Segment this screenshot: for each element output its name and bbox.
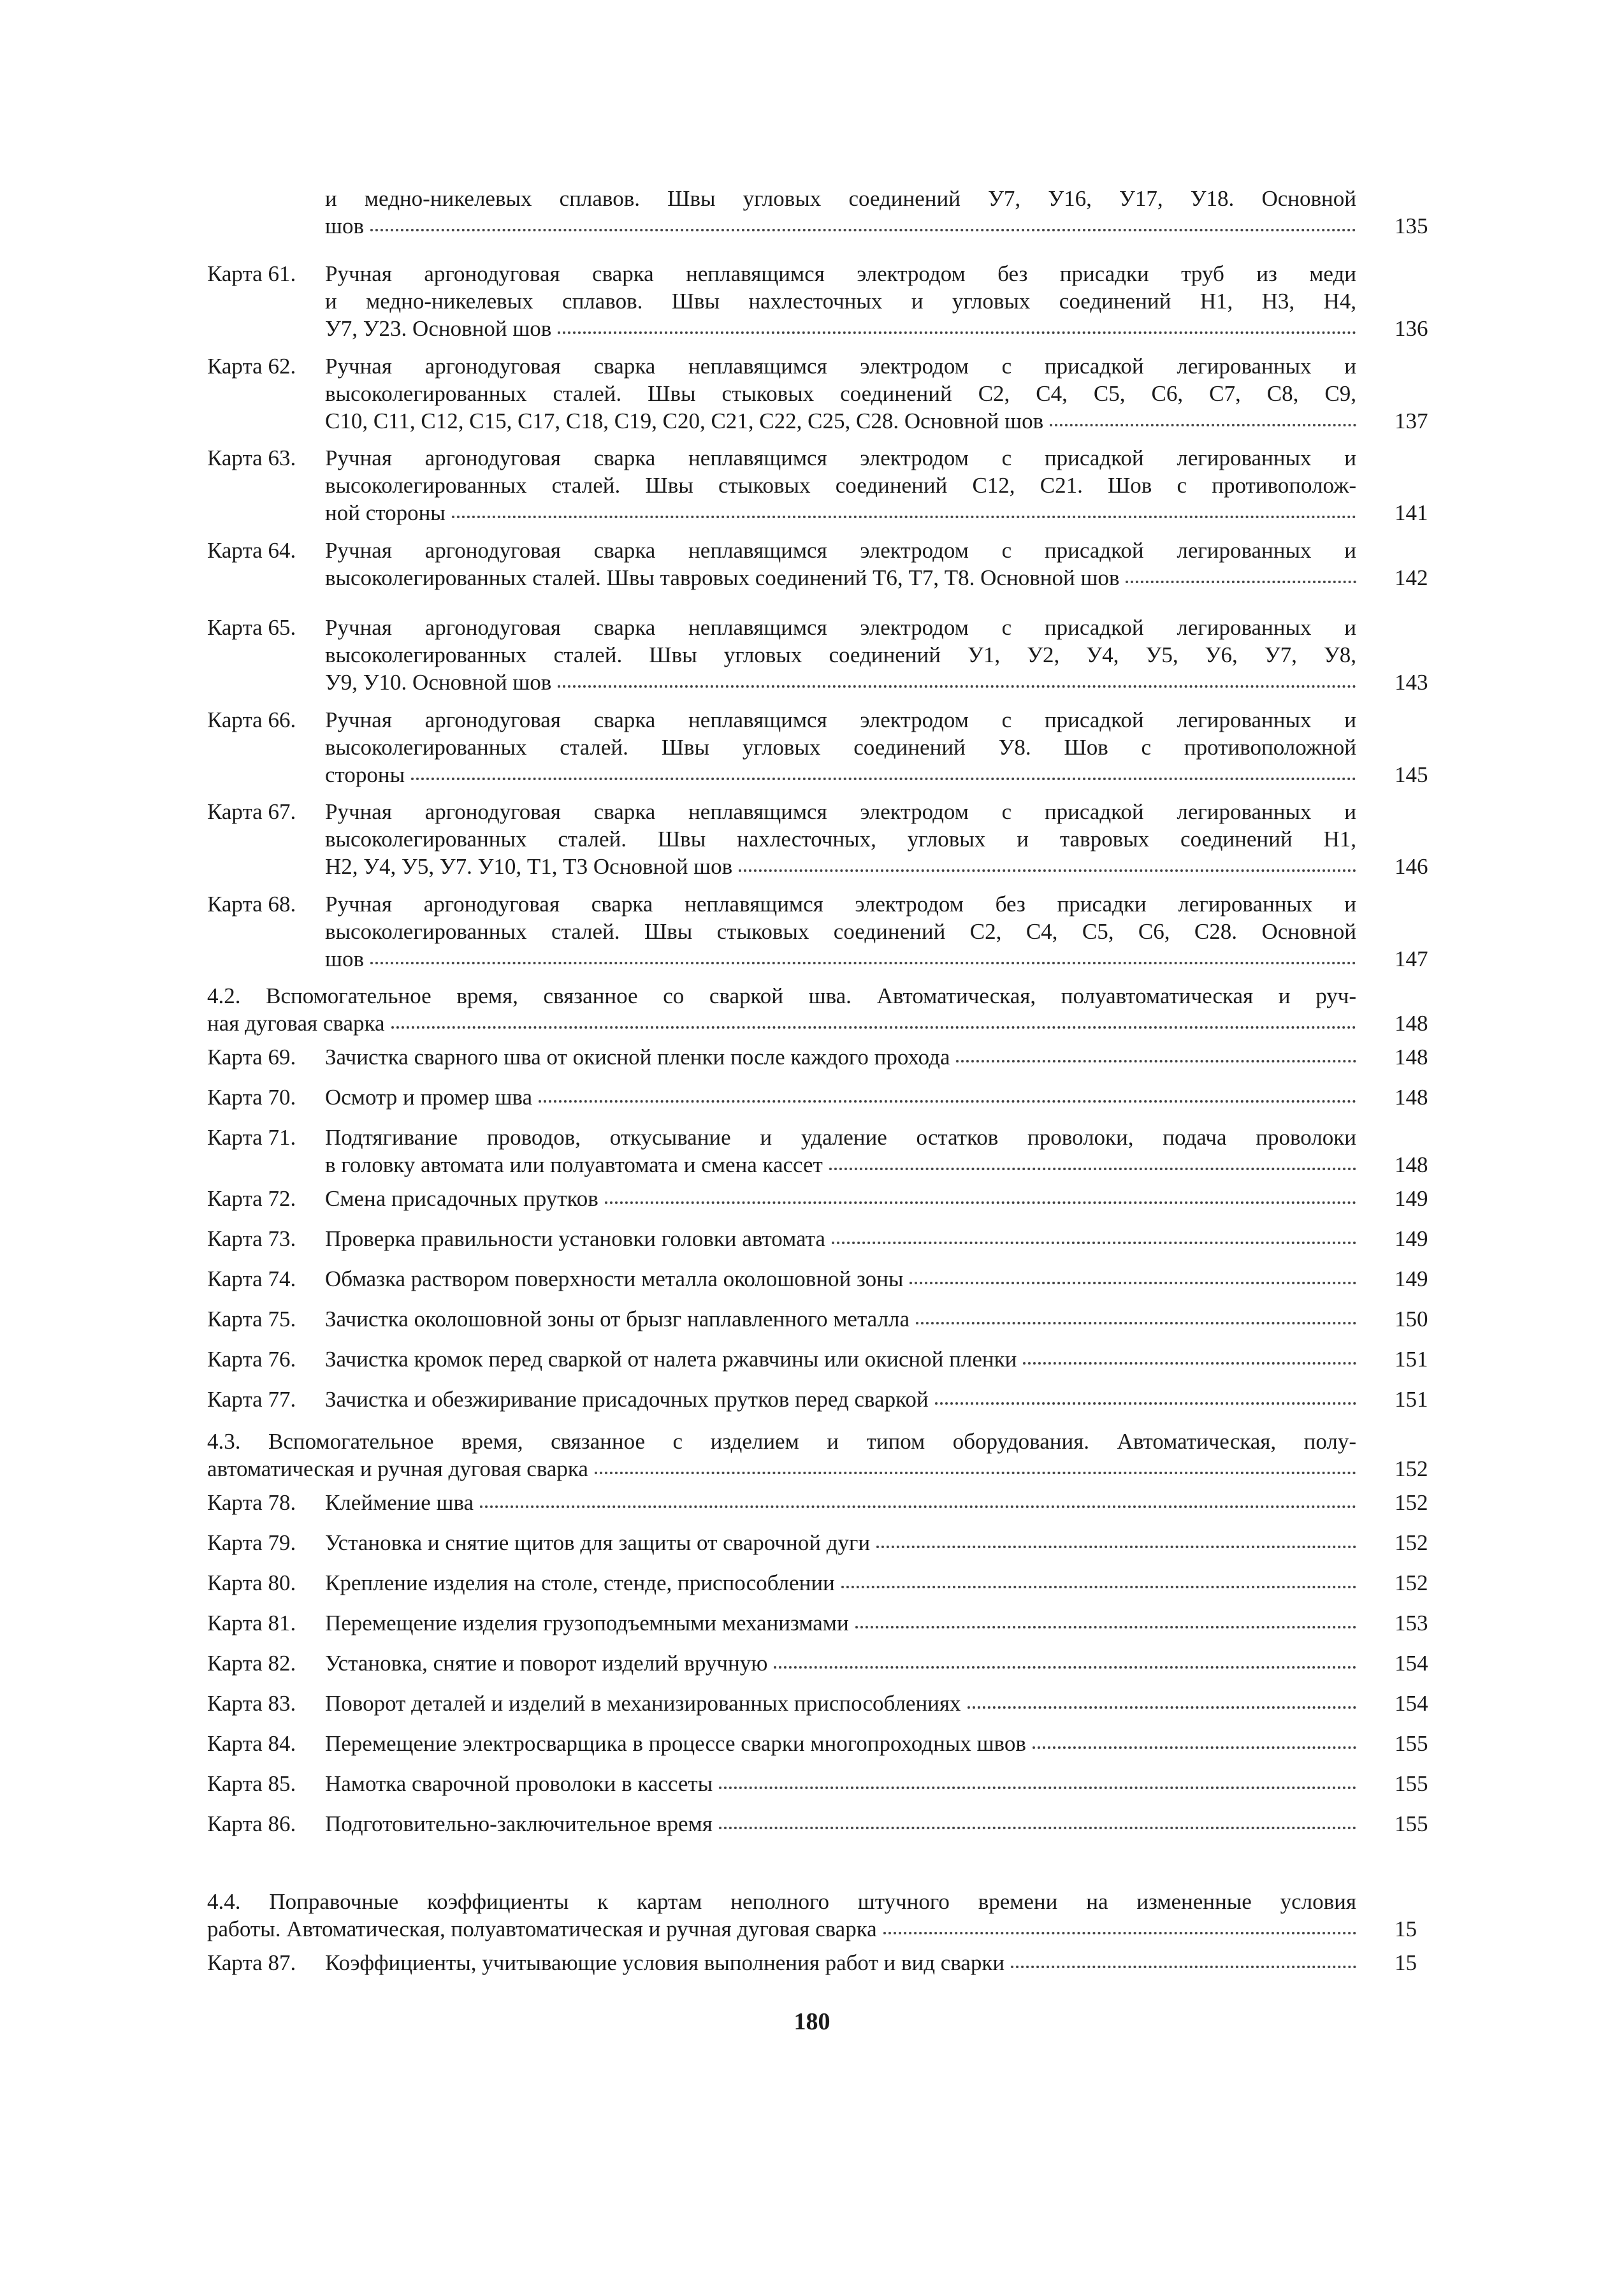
toc-entry-line — [325, 407, 1356, 435]
toc-entry-label: Карта 61. — [207, 261, 296, 286]
toc-entry-line — [325, 564, 1356, 591]
toc-entry[interactable] — [0, 706, 1624, 788]
dot-leader — [1023, 1345, 1356, 1365]
dot-leader — [968, 1690, 1357, 1709]
toc-entry[interactable] — [0, 1084, 1624, 1111]
toc-entry-line-text: Перемещение электросварщика в процессе сварки многопроходных швов — [325, 1731, 1026, 1756]
dot-leader — [1126, 564, 1356, 583]
toc-entry-line-text: Установка, снятие и поворот изделий вручную — [325, 1651, 768, 1676]
dot-leader — [558, 669, 1356, 688]
toc-entry-line — [325, 1084, 1356, 1111]
toc-entry-line-text: шов — [325, 214, 364, 238]
toc-entry-page: 141 — [1395, 500, 1428, 525]
toc-entry[interactable] — [0, 1124, 1624, 1178]
toc-entry-title — [325, 706, 1356, 788]
toc-entry-page: 154 — [1395, 1651, 1428, 1676]
toc-entry[interactable] — [0, 1810, 1624, 1838]
toc-entry-title — [325, 798, 1356, 880]
toc-entry[interactable] — [0, 1489, 1624, 1516]
toc-entry-title — [207, 982, 1356, 1037]
dot-leader — [829, 1151, 1356, 1170]
dot-leader — [935, 1386, 1356, 1405]
toc-entry-line-text: Клеймение шва — [325, 1490, 474, 1515]
toc-entry-line-text: У7, У23. Основной шов — [325, 316, 552, 341]
toc-entry-label: Карта 79. — [207, 1530, 296, 1555]
toc-entry-page: 143 — [1395, 670, 1428, 695]
toc-entry-page: 152 — [1395, 1530, 1428, 1555]
toc-entry-label: Карта 73. — [207, 1226, 296, 1251]
toc-entry-title — [325, 352, 1356, 435]
toc-entry-page: 148 — [1395, 1085, 1428, 1110]
toc-entry-page: 142 — [1395, 565, 1428, 590]
toc-entry-page: 135 — [1395, 214, 1428, 238]
toc-entry-page: 154 — [1395, 1691, 1428, 1716]
toc-entry-page: 148 — [1395, 1011, 1428, 1036]
toc-entry-label: Карта 67. — [207, 799, 296, 824]
toc-entry-title — [325, 537, 1356, 591]
toc-entry-page: 149 — [1395, 1226, 1428, 1251]
toc-entry-line — [325, 853, 1356, 880]
toc-entry[interactable] — [0, 1649, 1624, 1677]
toc-entry-page: 155 — [1395, 1731, 1428, 1756]
toc-entry-line — [325, 945, 1356, 973]
toc-entry-title — [325, 1649, 1356, 1677]
toc-entry-line-text: Перемещение изделия грузоподъемными механизмами — [325, 1611, 849, 1635]
toc-entry-title — [325, 1386, 1356, 1413]
toc-entry-page: 136 — [1395, 316, 1428, 341]
toc-entry-page: 153 — [1395, 1611, 1428, 1635]
toc-entry[interactable] — [0, 1428, 1624, 1482]
toc-entry-line — [325, 1609, 1356, 1637]
toc-entry-line-text: высоколегированных сталей. Швы тавровых соединений Т6, Т7, Т8. Основной шов — [325, 565, 1120, 590]
toc-entry-label: Карта 77. — [207, 1387, 296, 1412]
toc-entry-line — [325, 212, 1356, 240]
toc-entry-page: 148 — [1395, 1045, 1428, 1069]
toc-entry-line-text: Зачистка околошовной зоны от брызг наплавленного металла — [325, 1307, 910, 1331]
toc-entry-line: Ручная аргонодуговая сварка неплавящимся электродом с присадкой легированных и — [325, 615, 1356, 640]
toc-entry[interactable] — [0, 1185, 1624, 1212]
toc-entry-title — [325, 1305, 1356, 1333]
toc-entry-label: Карта 69. — [207, 1045, 296, 1069]
toc-entry[interactable] — [0, 1529, 1624, 1556]
toc-entry-title — [325, 1043, 1356, 1071]
toc-entry-line-text: Смена присадочных прутков — [325, 1186, 598, 1211]
toc-entry-label: Карта 76. — [207, 1347, 296, 1372]
dot-leader — [883, 1915, 1356, 1934]
toc-entry-title — [325, 890, 1356, 973]
toc-entry[interactable] — [0, 260, 1624, 342]
toc-entry-label: Карта 83. — [207, 1691, 296, 1716]
toc-entry-title — [325, 1084, 1356, 1111]
toc-entry-page: 152 — [1395, 1570, 1428, 1595]
toc-entry[interactable] — [0, 614, 1624, 696]
toc-entry-label: Карта 87. — [207, 1950, 296, 1975]
toc-entry-line: 4.3. Вспомогательное время, связанное с изделием и типом оборудования. Автоматическая, полу- — [207, 1429, 1356, 1454]
toc-entry-page: 155 — [1395, 1811, 1428, 1836]
toc-entry-line: высоколегированных сталей. Швы угловых соединений У8. Шов с противоположной — [325, 735, 1356, 760]
toc-entry-label: Карта 78. — [207, 1490, 296, 1515]
toc-entry[interactable] — [0, 444, 1624, 526]
toc-entry[interactable] — [0, 1386, 1624, 1413]
dot-leader — [605, 1185, 1356, 1204]
toc-entry[interactable] — [0, 1609, 1624, 1637]
toc-entry-line-text: Зачистка и обезжиривание присадочных прутков перед сваркой — [325, 1387, 929, 1412]
toc-entry-page: 155 — [1395, 1771, 1428, 1796]
dot-leader — [739, 853, 1356, 872]
toc-entry-title — [325, 1185, 1356, 1212]
toc-entry-line: Подтягивание проводов, откусывание и удаление остатков проволоки, подача проволоки — [325, 1125, 1356, 1150]
toc-entry-label: Карта 74. — [207, 1266, 296, 1291]
dot-leader — [411, 761, 1356, 780]
toc-entry-line — [325, 1690, 1356, 1717]
toc-entry[interactable] — [0, 982, 1624, 1037]
toc-entry-label: Карта 82. — [207, 1651, 296, 1676]
toc-entry-line: высоколегированных сталей. Швы стыковых соединений С2, С4, С5, С6, С28. Основной — [325, 919, 1356, 944]
toc-entry-line — [325, 1185, 1356, 1212]
toc-entry-line — [325, 1569, 1356, 1597]
page-number: 180 — [794, 2008, 830, 2035]
toc-entry-line: и медно-никелевых сплавов. Швы нахлесточных и угловых соединений Н1, Н3, Н4, — [325, 289, 1356, 314]
dot-leader — [595, 1455, 1356, 1474]
toc-entry-label: Карта 80. — [207, 1570, 296, 1595]
dot-leader — [1033, 1730, 1356, 1749]
dot-leader — [910, 1265, 1356, 1284]
toc-entry-title — [325, 1949, 1356, 1976]
dot-leader — [832, 1225, 1356, 1244]
toc-entry-line: высоколегированных сталей. Швы стыковых соединений С2, С4, С5, С6, С7, С8, С9, — [325, 381, 1356, 406]
dot-leader — [539, 1084, 1356, 1103]
toc-entry-line-text: У9, У10. Основной шов — [325, 670, 552, 695]
toc-entry-line: высоколегированных сталей. Швы нахлесточных, угловых и тавровых соединений Н1, — [325, 827, 1356, 852]
toc-entry-title — [325, 1529, 1356, 1556]
toc-entry-line-text: автоматическая и ручная дуговая сварка — [207, 1456, 588, 1481]
dot-leader — [719, 1810, 1356, 1829]
toc-entry-label: Карта 72. — [207, 1186, 296, 1211]
toc-entry-label: Карта 75. — [207, 1307, 296, 1331]
toc-entry-line-text: Крепление изделия на столе, стенде, приспособлении — [325, 1570, 835, 1595]
toc-entry-title — [325, 260, 1356, 342]
dot-leader — [855, 1609, 1356, 1628]
toc-entry-line-text: работы. Автоматическая, полуавтоматическая и ручная дуговая сварка — [207, 1917, 877, 1941]
toc-entry-page: 15 — [1395, 1950, 1417, 1975]
toc-entry-line — [325, 499, 1356, 526]
toc-entry-line: Ручная аргонодуговая сварка неплавящимся электродом с присадкой легированных и — [325, 799, 1356, 824]
toc-entry-line — [325, 669, 1356, 696]
toc-entry-line-text: Зачистка кромок перед сваркой от налета ржавчины или окисной пленки — [325, 1347, 1017, 1372]
dot-leader — [452, 499, 1356, 518]
toc-entry-page: 137 — [1395, 409, 1428, 433]
toc-entry-page: 148 — [1395, 1152, 1428, 1177]
toc-entry-line: Ручная аргонодуговая сварка неплавящимся электродом без присадки труб из меди — [325, 261, 1356, 286]
toc-entry-line — [207, 1915, 1356, 1943]
toc-entry-page: 149 — [1395, 1266, 1428, 1291]
toc-entry-title — [325, 1124, 1356, 1178]
toc-entry-line — [325, 1345, 1356, 1373]
toc-entry-line-text: шов — [325, 946, 364, 971]
toc-entry-line-text: Намотка сварочной проволоки в кассеты — [325, 1771, 713, 1796]
toc-entry-page: 152 — [1395, 1456, 1428, 1481]
toc-entry-line-text: в головку автомата или полуавтомата и смена кассет — [325, 1152, 823, 1177]
toc-entry-line — [325, 1730, 1356, 1757]
toc-entry[interactable] — [0, 1730, 1624, 1757]
toc-entry-title — [325, 1730, 1356, 1757]
dot-leader — [1011, 1949, 1356, 1968]
toc-entry[interactable] — [0, 1225, 1624, 1252]
toc-entry-line: Ручная аргонодуговая сварка неплавящимся электродом с присадкой легированных и — [325, 538, 1356, 563]
toc-entry-line — [207, 1010, 1356, 1037]
toc-entry-line — [325, 1489, 1356, 1516]
toc-entry-line-text: Н2, У4, У5, У7. У10, Т1, Т3 Основной шов — [325, 854, 733, 879]
toc-entry-line — [325, 1810, 1356, 1838]
toc-entry-line — [325, 761, 1356, 788]
toc-entry-label: Карта 71. — [207, 1125, 296, 1150]
toc-entry-line: Ручная аргонодуговая сварка неплавящимся электродом с присадкой легированных и — [325, 354, 1356, 379]
toc-entry-page: 151 — [1395, 1387, 1428, 1412]
toc-entry[interactable] — [0, 1690, 1624, 1717]
toc-entry-line-text: С10, С11, С12, С15, С17, С18, С19, С20, С21, С22, С25, С28. Основной шов — [325, 409, 1044, 433]
toc-entry-line-text: Установка и снятие щитов для защиты от сварочной дуги — [325, 1530, 871, 1555]
toc-entry-title — [325, 1810, 1356, 1838]
toc-entry-line-text: Осмотр и промер шва — [325, 1085, 532, 1110]
toc-entry-line: высоколегированных сталей. Швы стыковых соединений С12, С21. Шов с противополож- — [325, 473, 1356, 498]
toc-entry-line — [325, 1770, 1356, 1797]
toc-entry[interactable] — [0, 1770, 1624, 1797]
toc-entry[interactable] — [0, 352, 1624, 435]
toc-entry-page: 147 — [1395, 946, 1428, 971]
toc-entry-line-text: ная дуговая сварка — [207, 1011, 385, 1036]
toc-entry-line-text: ной стороны — [325, 500, 446, 525]
dot-leader — [876, 1529, 1356, 1548]
toc-entry-title — [325, 1690, 1356, 1717]
toc-entry-title — [325, 1225, 1356, 1252]
toc-entry-label: Карта 70. — [207, 1085, 296, 1110]
dot-leader — [480, 1489, 1356, 1508]
toc-entry-title — [325, 1569, 1356, 1597]
dot-leader — [370, 212, 1356, 231]
toc-entry-line — [325, 1043, 1356, 1071]
toc-entry-title — [325, 1489, 1356, 1516]
toc-entry[interactable] — [0, 1949, 1624, 1976]
toc-entry-line — [325, 1649, 1356, 1677]
dot-leader — [391, 1010, 1357, 1029]
toc-entry-line — [325, 1265, 1356, 1293]
toc-entry-line: 4.4. Поправочные коэффициенты к картам неполного штучного времени на измененные условия — [207, 1889, 1356, 1914]
toc-entry-line-text: Поворот деталей и изделий в механизированных приспособлениях — [325, 1691, 961, 1716]
toc-entry-label: Карта 62. — [207, 354, 296, 379]
toc-entry-label: Карта 64. — [207, 538, 296, 563]
toc-entry[interactable] — [0, 1888, 1624, 1943]
toc-entry[interactable] — [0, 1569, 1624, 1597]
toc-entry-line-text: стороны — [325, 762, 405, 787]
toc-entry-line — [207, 1455, 1356, 1482]
dot-leader — [774, 1649, 1356, 1669]
toc-entry-label: Карта 85. — [207, 1771, 296, 1796]
toc-entry[interactable] — [0, 1305, 1624, 1333]
toc-entry-page: 145 — [1395, 762, 1428, 787]
toc-entry-title — [325, 1609, 1356, 1637]
toc-entry-page: 149 — [1395, 1186, 1428, 1211]
toc-entry[interactable] — [0, 1265, 1624, 1293]
toc-entry-title — [325, 1265, 1356, 1293]
toc-entry[interactable] — [0, 185, 1624, 240]
toc-entry[interactable] — [0, 890, 1624, 973]
dot-leader — [558, 315, 1356, 334]
toc-entry-title — [325, 614, 1356, 696]
dot-leader — [1050, 407, 1356, 426]
toc-entry-line — [325, 1305, 1356, 1333]
toc-entry-page: 146 — [1395, 854, 1428, 879]
toc-entry-page: 151 — [1395, 1347, 1428, 1372]
toc-entry-title — [325, 1770, 1356, 1797]
toc-entry-line-text: Проверка правильности установки головки автомата — [325, 1226, 825, 1251]
toc-entry[interactable] — [0, 537, 1624, 591]
toc-entry-line: и медно-никелевых сплавов. Швы угловых соединений У7, У16, У17, У18. Основной — [325, 186, 1356, 211]
toc-entry-line-text: Коэффициенты, учитывающие условия выполнения работ и вид сварки — [325, 1950, 1005, 1975]
toc-entry-line — [325, 1386, 1356, 1413]
toc-entry-line-text: Обмазка раствором поверхности металла околошовной зоны — [325, 1266, 904, 1291]
toc-entry-title — [207, 1428, 1356, 1482]
toc-entry[interactable] — [0, 798, 1624, 880]
toc-entry-label: Карта 86. — [207, 1811, 296, 1836]
toc-entry-label: Карта 66. — [207, 707, 296, 732]
toc-entry-line — [325, 1949, 1356, 1976]
toc-entry-title — [325, 444, 1356, 526]
dot-leader — [841, 1569, 1356, 1588]
dot-leader — [719, 1770, 1356, 1789]
toc-entry-title — [325, 185, 1356, 240]
toc-entry-label: Карта 84. — [207, 1731, 296, 1756]
toc-entry-label: Карта 63. — [207, 446, 296, 470]
toc-entry-line: Ручная аргонодуговая сварка неплавящимся электродом без присадки легированных и — [325, 892, 1356, 917]
toc-entry-page: 15 — [1395, 1917, 1417, 1941]
toc-entry-line-text: Зачистка сварного шва от окисной пленки после каждого прохода — [325, 1045, 950, 1069]
toc-entry[interactable] — [0, 1043, 1624, 1071]
toc-entry-line: Ручная аргонодуговая сварка неплавящимся электродом с присадкой легированных и — [325, 707, 1356, 732]
toc-entry-label: Карта 65. — [207, 615, 296, 640]
toc-entry-line-text: Подготовительно-заключительное время — [325, 1811, 713, 1836]
dot-leader — [370, 945, 1356, 964]
dot-leader — [916, 1305, 1356, 1324]
toc-entry-title — [325, 1345, 1356, 1373]
toc-entry-line: Ручная аргонодуговая сварка неплавящимся электродом с присадкой легированных и — [325, 446, 1356, 470]
toc-entry-page: 150 — [1395, 1307, 1428, 1331]
toc-entry-title — [207, 1888, 1356, 1943]
toc-entry-line — [325, 1151, 1356, 1178]
toc-entry-label: Карта 81. — [207, 1611, 296, 1635]
toc-entry-label: Карта 68. — [207, 892, 296, 917]
toc-entry-line — [325, 1529, 1356, 1556]
toc-entry-line: 4.2. Вспомогательное время, связанное со сваркой шва. Автоматическая, полуавтоматическая и руч- — [207, 983, 1356, 1008]
toc-entry-line — [325, 315, 1356, 342]
dot-leader — [956, 1043, 1356, 1062]
toc-entry-page: 152 — [1395, 1490, 1428, 1515]
toc-entry-line: высоколегированных сталей. Швы угловых соединений У1, У2, У4, У5, У6, У7, У8, — [325, 642, 1356, 667]
toc-entry[interactable] — [0, 1345, 1624, 1373]
toc-entry-line — [325, 1225, 1356, 1252]
